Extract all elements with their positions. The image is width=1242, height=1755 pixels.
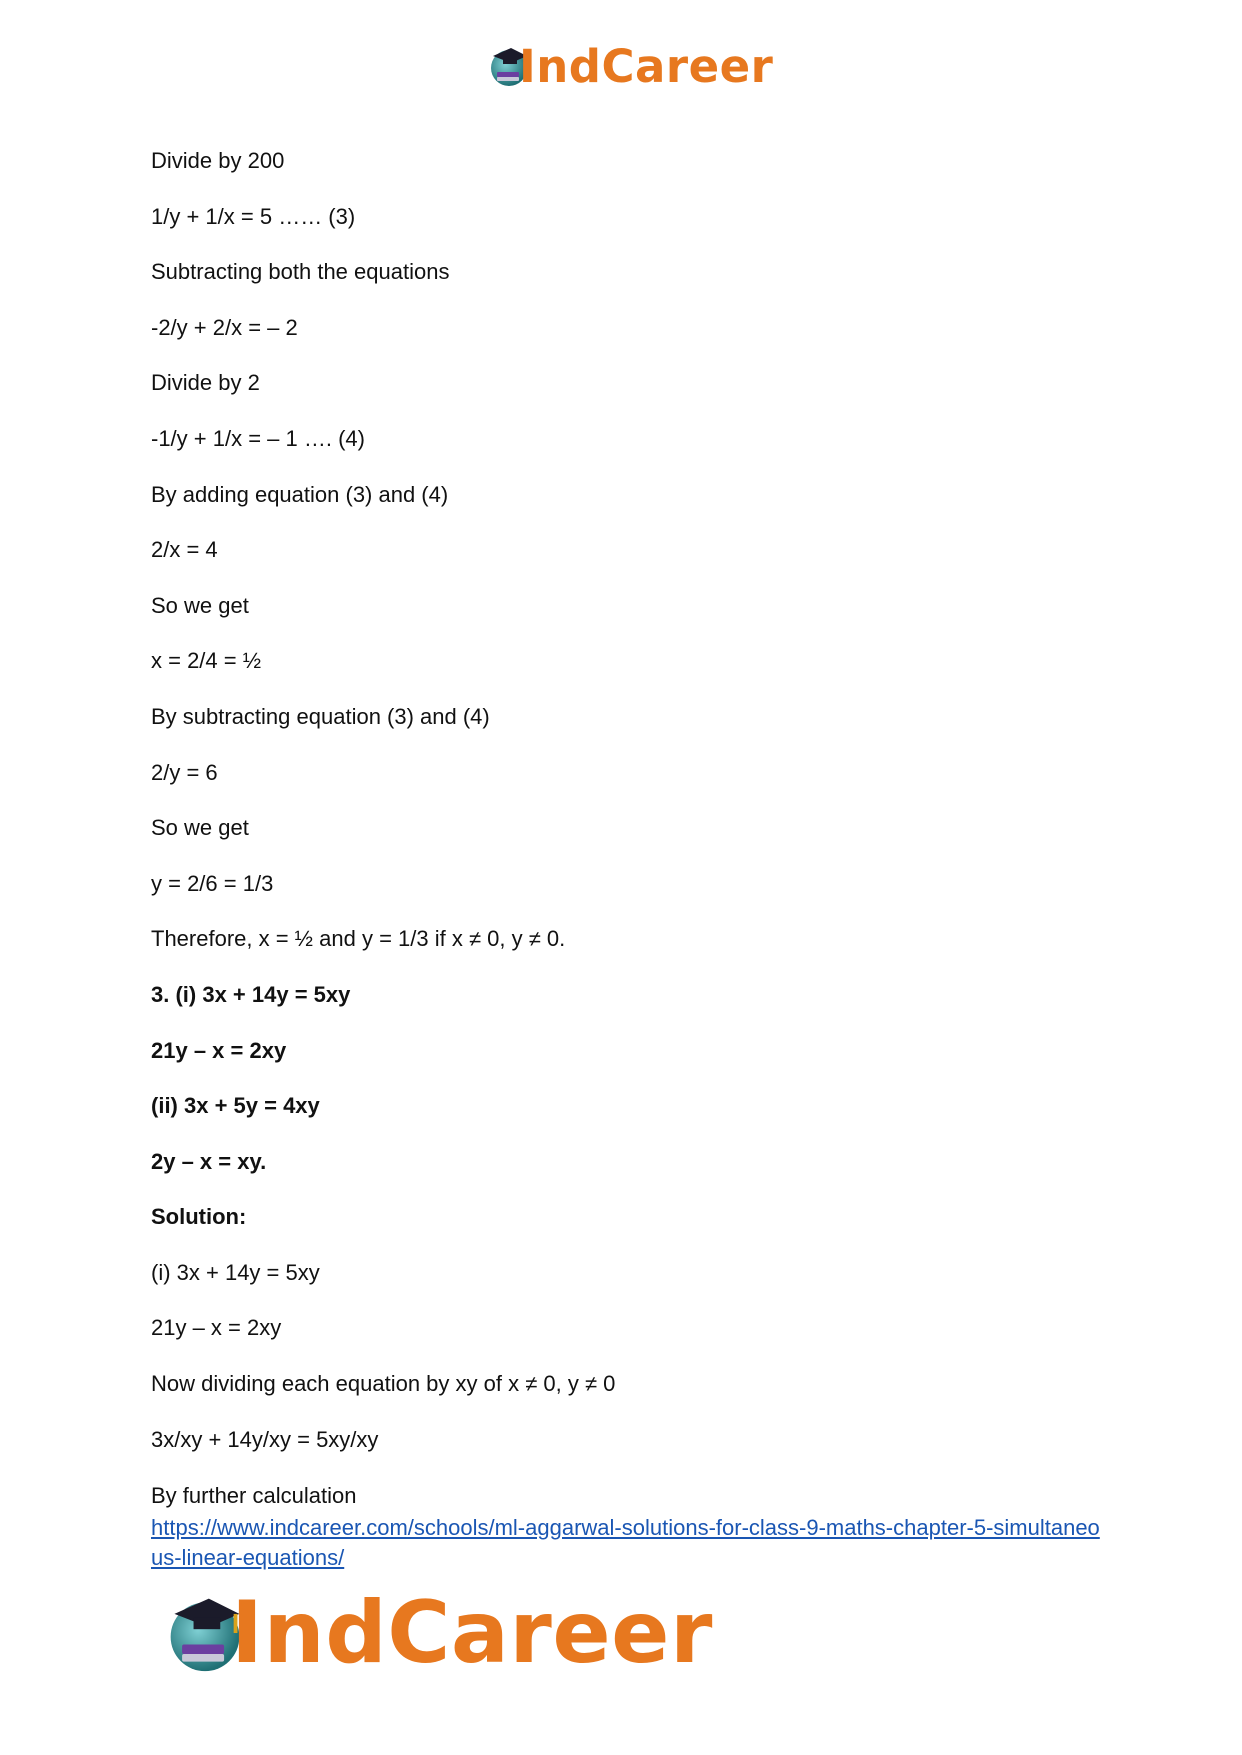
- text-line: -2/y + 2/x = – 2: [151, 314, 298, 340]
- text-line: Divide by 200: [151, 148, 285, 173]
- indcareer-logo-footer: [163, 1578, 713, 1688]
- solution-content: [151, 148, 1111, 1482]
- text-line: y = 2/6 = 1/3: [151, 870, 274, 896]
- logo-wordmark: IndCareer: [231, 1583, 713, 1683]
- text-line: (i) 3x + 14y = 5xy: [151, 1259, 320, 1285]
- solution-heading: Solution:: [151, 1204, 247, 1230]
- text-line: Divide by 2: [151, 370, 260, 396]
- question-equation: 2y – x = xy.: [151, 1148, 267, 1174]
- text-line: x = 2/4 = ½: [151, 648, 262, 674]
- text-line: 1/y + 1/x = 5 …… (3): [151, 203, 356, 229]
- logo-wordmark: IndCareer: [519, 39, 774, 93]
- text-line: Now dividing each equation by xy of x ≠ 0, y ≠ 0: [151, 1371, 616, 1397]
- source-link[interactable]: https://www.indcareer.com/schools/ml-aggarwal-solutions-for-class-9-maths-chapter-5-simultaneous-linear-equations/: [151, 1515, 1100, 1570]
- text-line: -1/y + 1/x = – 1 …. (4): [151, 425, 365, 451]
- text-line: So we get: [151, 592, 249, 618]
- question-heading: (ii) 3x + 5y = 4xy: [151, 1093, 320, 1119]
- text-line: Therefore, x = ½ and y = 1/3 if x ≠ 0, y ≠ 0.: [151, 926, 566, 952]
- text-line: 3x/xy + 14y/xy = 5xy/xy: [151, 1426, 379, 1452]
- indcareer-logo-header: [487, 40, 773, 92]
- text-line: By adding equation (3) and (4): [151, 481, 449, 507]
- text-line: Subtracting both the equations: [151, 259, 450, 285]
- text-line: So we get: [151, 815, 249, 841]
- question-equation: 21y – x = 2xy: [151, 1037, 287, 1063]
- footer-caption: By further calculation: [151, 1483, 357, 1508]
- text-line: 2/x = 4: [151, 537, 218, 563]
- text-line: 21y – x = 2xy: [151, 1315, 282, 1341]
- text-line: By subtracting equation (3) and (4): [151, 703, 490, 729]
- question-heading: 3. (i) 3x + 14y = 5xy: [151, 981, 351, 1007]
- text-line: 2/y = 6: [151, 759, 218, 785]
